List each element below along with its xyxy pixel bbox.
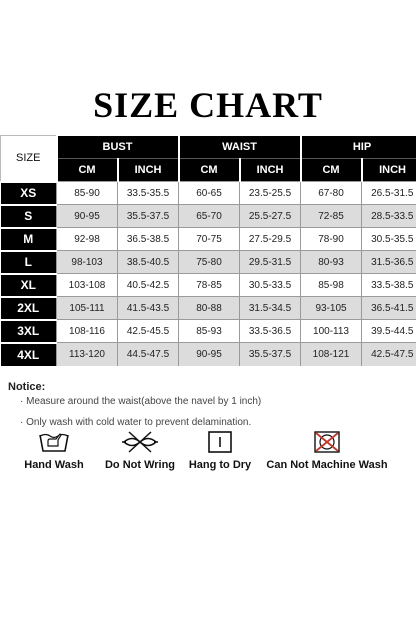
hip-header: HIP [301,136,416,159]
table-cell: 75-80 [179,251,240,274]
table-cell: 41.5-43.5 [118,297,179,320]
table-cell: 40.5-42.5 [118,274,179,297]
table-cell: 113-120 [57,343,118,366]
bust-cm-header: CM [57,159,118,182]
table-cell: 35.5-37.5 [240,343,301,366]
care-label: Hand Wash [24,459,84,471]
table-cell: 33.5-35.5 [118,182,179,205]
table-cell: 100-113 [301,320,362,343]
table-cell: 90-95 [57,205,118,228]
table-cell: 42.5-47.5 [362,343,416,366]
care-label: Can Not Machine Wash [266,459,388,471]
table-row [1,182,416,205]
hand-wash-icon [36,430,72,454]
table-cell: 23.5-25.5 [240,182,301,205]
table-cell: 38.5-40.5 [118,251,179,274]
table-cell: 108-116 [57,320,118,343]
table-cell: 105-111 [57,297,118,320]
care-instructions [0,430,416,480]
table-cell: 27.5-29.5 [240,228,301,251]
table-cell: 72-85 [301,205,362,228]
table-cell: 25.5-27.5 [240,205,301,228]
table-row [1,274,416,297]
table-row [1,297,416,320]
page-title: SIZE CHART [93,85,323,125]
table-cell: 33.5-38.5 [362,274,416,297]
table-cell: 67-80 [301,182,362,205]
table-cell: 70-75 [179,228,240,251]
table-cell: 36.5-38.5 [118,228,179,251]
size-chart-table [0,135,416,366]
table-cell: 36.5-41.5 [362,297,416,320]
size-label: M [1,228,57,251]
table-cell: 85-98 [301,274,362,297]
table-cell: 78-85 [179,274,240,297]
table-cell: 80-88 [179,297,240,320]
notice-cold-wash: · Only wash with cold water to prevent delamination. [20,417,252,428]
notice-title: Notice: [8,381,46,393]
size-label: XL [1,274,57,297]
table-cell: 33.5-36.5 [240,320,301,343]
table-cell: 78-90 [301,228,362,251]
table-row [1,343,416,366]
bust-inch-header: INCH [118,159,179,182]
table-row [1,320,416,343]
table-cell: 30.5-33.5 [240,274,301,297]
table-row [1,228,416,251]
size-label: 4XL [1,343,57,366]
table-cell: 108-121 [301,343,362,366]
table-cell: 85-93 [179,320,240,343]
table-cell: 29.5-31.5 [240,251,301,274]
notice-section [8,381,412,437]
care-label: Hang to Dry [188,459,252,471]
table-cell: 98-103 [57,251,118,274]
size-label: 3XL [1,320,57,343]
notice-waist-measure: · Measure around the waist(above the navel by 1 inch) [20,396,262,407]
hip-inch-header: INCH [362,159,416,182]
table-cell: 42.5-45.5 [118,320,179,343]
care-label: Do Not Wring [104,459,176,471]
waist-inch-header: INCH [240,159,301,182]
table-cell: 30.5-35.5 [362,228,416,251]
care-hand-wash [16,430,92,471]
do-not-machine-wash-icon [313,430,341,454]
table-cell: 31.5-36.5 [362,251,416,274]
table-cell: 85-90 [57,182,118,205]
table-cell: 90-95 [179,343,240,366]
table-cell: 44.5-47.5 [118,343,179,366]
size-label: L [1,251,57,274]
size-label: S [1,205,57,228]
care-do-not-wring [100,430,180,471]
table-cell: 80-93 [301,251,362,274]
size-label: 2XL [1,297,57,320]
hang-to-dry-icon [207,430,233,454]
care-can-not-machine-wash [262,430,392,471]
waist-cm-header: CM [179,159,240,182]
table-cell: 65-70 [179,205,240,228]
size-label: XS [1,182,57,205]
table-cell: 103-108 [57,274,118,297]
bust-header: BUST [57,136,179,159]
table-cell: 35.5-37.5 [118,205,179,228]
table-cell: 93-105 [301,297,362,320]
size-column-header: SIZE [1,136,57,182]
size-rows [1,182,416,366]
table-cell: 92-98 [57,228,118,251]
table-cell: 60-65 [179,182,240,205]
hip-cm-header: CM [301,159,362,182]
care-hang-to-dry [184,430,256,471]
waist-header: WAIST [179,136,301,159]
table-cell: 26.5-31.5 [362,182,416,205]
table-cell: 28.5-33.5 [362,205,416,228]
table-row [1,251,416,274]
do-not-wring-icon [120,430,160,454]
table-cell: 39.5-44.5 [362,320,416,343]
table-cell: 31.5-34.5 [240,297,301,320]
table-row [1,205,416,228]
